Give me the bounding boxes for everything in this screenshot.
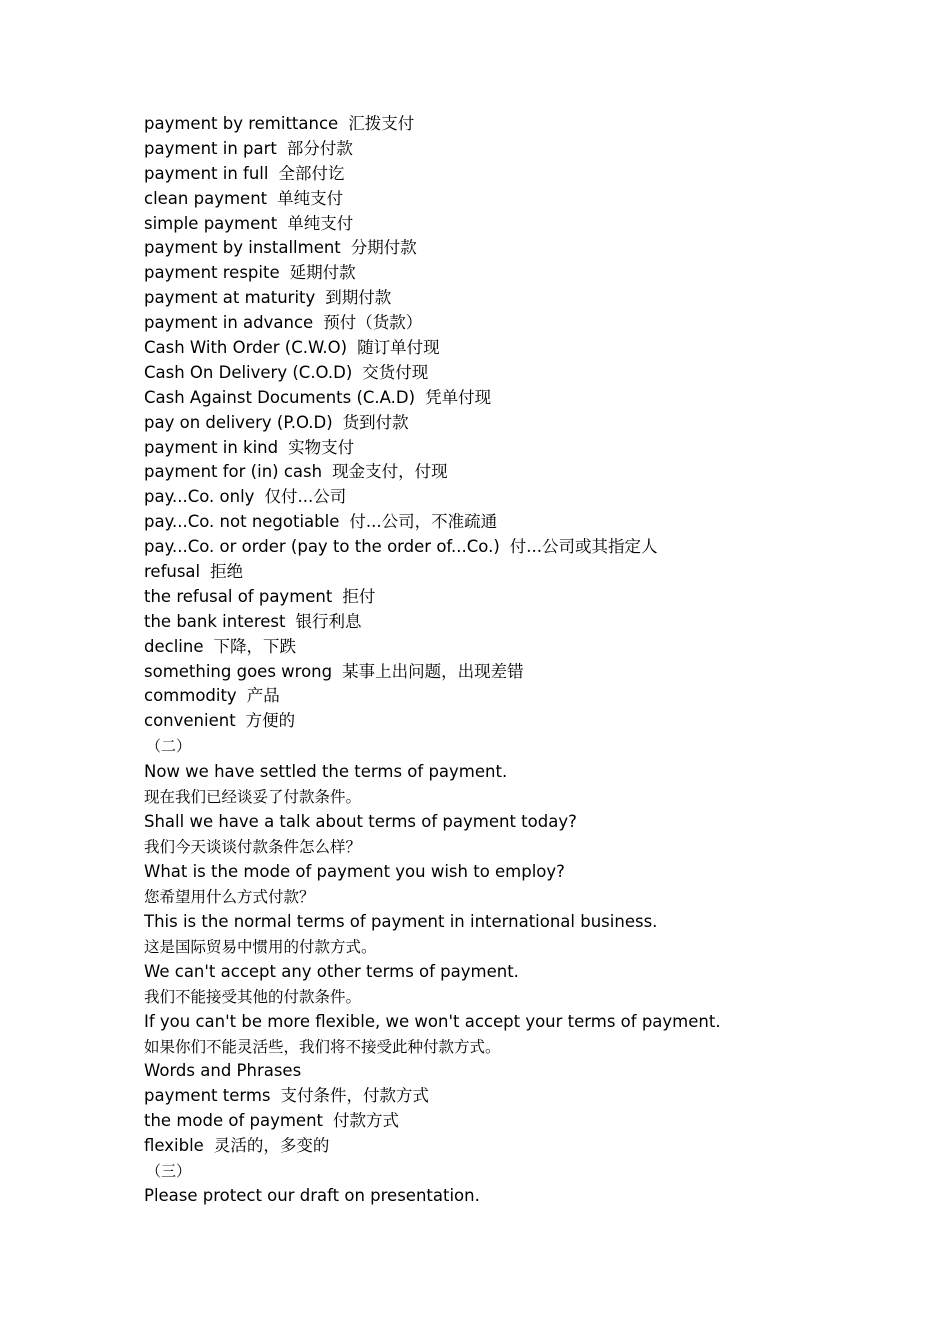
vocab-translation: 某事上出问题，出现差错 xyxy=(342,661,524,681)
vocab-translation: 现金支付，付现 xyxy=(332,462,448,482)
sentence-chinese: 您希望用什么方式付款？ xyxy=(144,888,315,907)
vocab-entry xyxy=(144,535,924,560)
vocab-entry xyxy=(144,112,924,137)
vocab-entry xyxy=(144,336,924,361)
vocab-term: payment for (in) cash xyxy=(144,462,323,482)
last-sentence: Please protect our draft on presentation. xyxy=(144,1185,480,1205)
vocab-term: Cash With Order (C.W.O) xyxy=(144,338,348,358)
vocab-translation: 单纯支付 xyxy=(277,188,344,208)
vocab-entry xyxy=(144,187,924,212)
vocab-term: pay on delivery (P.O.D) xyxy=(144,412,333,432)
vocab-translation: 货到付款 xyxy=(342,412,409,432)
vocab-term: refusal xyxy=(144,562,201,582)
vocab-term: Cash On Delivery (C.O.D) xyxy=(144,362,353,382)
vocab-term: pay...Co. not negotiable xyxy=(144,512,340,532)
vocab-translation: 部分付款 xyxy=(286,138,353,158)
vocab-term: decline xyxy=(144,636,204,656)
vocab-entry xyxy=(144,386,924,411)
vocab-entry xyxy=(144,610,924,635)
vocab-entry xyxy=(144,261,924,286)
vocab-translation: 凭单付现 xyxy=(425,387,492,407)
vocab-term: payment in full xyxy=(144,163,269,183)
vocab-translation: 付款方式 xyxy=(333,1110,400,1130)
sentence-english: We can't accept any other terms of payment. xyxy=(144,962,519,982)
vocab-term: payment in advance xyxy=(144,313,314,333)
sentence-chinese: 我们不能接受其他的付款条件。 xyxy=(144,988,362,1007)
vocab-translation: 支付条件，付款方式 xyxy=(280,1086,430,1106)
vocab-translation: 交货付现 xyxy=(362,362,429,382)
vocab-entry xyxy=(144,660,924,685)
vocab-translation: 灵活的，多变的 xyxy=(213,1135,330,1155)
vocab-translation: 实物支付 xyxy=(288,437,355,457)
sentence-english: What is the mode of payment you wish to employ? xyxy=(144,862,565,882)
vocab-translation: 产品 xyxy=(246,686,280,706)
sentence-chinese: 现在我们已经谈妥了付款条件。 xyxy=(144,788,362,807)
vocab-entry xyxy=(144,162,924,187)
vocab-entry xyxy=(144,709,924,734)
vocab-term: payment by remittance xyxy=(144,114,339,133)
sentence-chinese: 这是国际贸易中惯用的付款方式。 xyxy=(144,938,377,957)
vocab-entry xyxy=(144,1109,924,1134)
section-2-marker: （二） xyxy=(146,737,192,756)
vocab-entry xyxy=(144,635,924,660)
vocab-term: clean payment xyxy=(144,188,268,208)
vocab-entry xyxy=(144,585,924,610)
sentence-english: This is the normal terms of payment in international business. xyxy=(144,912,658,932)
vocab-translation: 分期付款 xyxy=(350,238,417,258)
vocab-translation: 拒付 xyxy=(342,586,376,606)
vocab-translation: 下降，下跌 xyxy=(213,636,296,656)
vocab-entry xyxy=(144,460,924,485)
section-3-marker: （三） xyxy=(146,1161,192,1180)
vocab-entry xyxy=(144,1084,924,1109)
vocab-translation: 预付（货款） xyxy=(323,313,423,333)
vocab-translation: 银行利息 xyxy=(295,611,362,631)
vocab-entry xyxy=(144,684,924,709)
vocab-translation: 汇拨支付 xyxy=(348,114,415,133)
vocabulary-list-1 xyxy=(144,112,924,734)
vocab-translation: 付...公司或其指定人 xyxy=(509,537,658,557)
vocabulary-list-2 xyxy=(144,1084,924,1159)
vocab-term: something goes wrong xyxy=(144,661,333,681)
vocab-entry xyxy=(144,236,924,261)
vocab-translation: 到期付款 xyxy=(325,288,392,308)
vocab-term: Cash Against Documents (C.A.D) xyxy=(144,387,416,407)
vocab-translation: 全部付讫 xyxy=(278,163,345,183)
document-page xyxy=(144,112,924,1209)
vocab-translation: 仅付...公司 xyxy=(264,487,347,507)
vocab-term: payment in kind xyxy=(144,437,279,457)
vocab-term: the mode of payment xyxy=(144,1110,324,1130)
sentence-chinese: 如果你们不能灵活些，我们将不接受此种付款方式。 xyxy=(144,1038,501,1057)
vocab-translation: 方便的 xyxy=(245,711,296,731)
vocab-entry xyxy=(144,361,924,386)
vocab-entry xyxy=(144,212,924,237)
sentence-english: If you can't be more flexible, we won't accept your terms of payment. xyxy=(144,1012,721,1032)
sentence-list xyxy=(144,759,924,1059)
vocab-term: payment at maturity xyxy=(144,288,316,308)
vocab-entry xyxy=(144,485,924,510)
vocab-term: the refusal of payment xyxy=(144,586,333,606)
vocab-entry xyxy=(144,286,924,311)
vocab-translation: 单纯支付 xyxy=(287,213,354,233)
sentence-english: Now we have settled the terms of payment. xyxy=(144,762,508,782)
vocab-term: pay...Co. or order (pay to the order of...Co.) xyxy=(144,537,500,557)
vocab-entry xyxy=(144,411,924,436)
vocab-entry xyxy=(144,510,924,535)
vocab-entry xyxy=(144,436,924,461)
vocab-term: the bank interest xyxy=(144,611,286,631)
vocab-entry xyxy=(144,311,924,336)
vocab-term: simple payment xyxy=(144,213,278,233)
vocab-entry xyxy=(144,560,924,585)
vocab-term: payment terms xyxy=(144,1086,271,1106)
sentence-chinese: 我们今天谈谈付款条件怎么样？ xyxy=(144,838,362,857)
vocab-term: convenient xyxy=(144,711,236,731)
vocab-term: payment respite xyxy=(144,263,280,283)
vocab-entry xyxy=(144,137,924,162)
vocab-term: flexible xyxy=(144,1135,204,1155)
sentence-english: Shall we have a talk about terms of payment today? xyxy=(144,812,577,832)
vocab-term: pay...Co. only xyxy=(144,487,255,507)
vocab-term: commodity xyxy=(144,686,237,706)
vocab-entry xyxy=(144,1134,924,1159)
vocab-term: payment by installment xyxy=(144,238,341,258)
vocab-translation: 付...公司，不准疏通 xyxy=(349,512,498,532)
vocab-translation: 拒绝 xyxy=(210,562,244,582)
words-and-phrases-heading: Words and Phrases xyxy=(144,1061,302,1081)
vocab-translation: 随订单付现 xyxy=(357,338,440,358)
vocab-term: payment in part xyxy=(144,138,277,158)
vocab-translation: 延期付款 xyxy=(289,263,356,283)
